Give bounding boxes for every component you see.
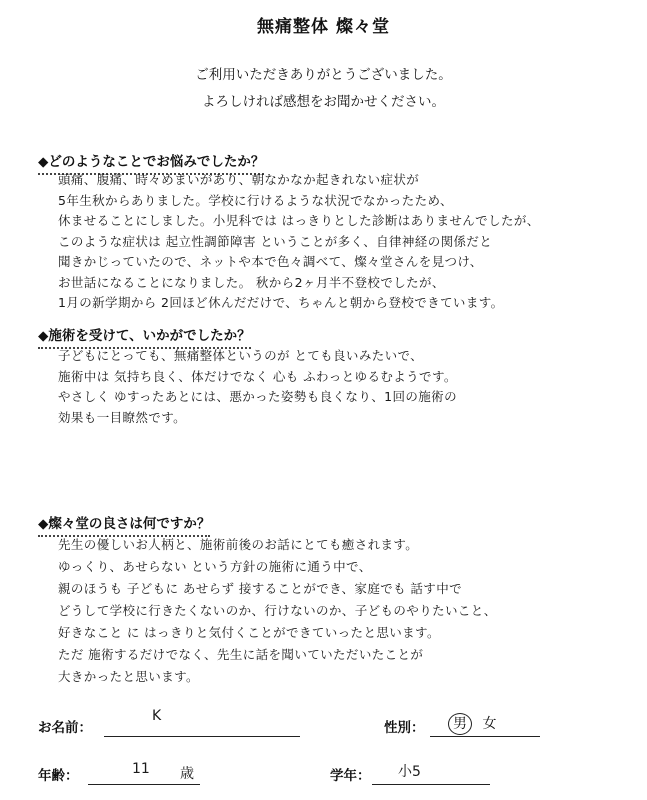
grade-label: 学年： xyxy=(330,768,371,784)
grade-underline xyxy=(372,784,490,785)
age-value: 11 xyxy=(132,761,150,777)
answer-line: どうして学校に行きたくないのか、行けないのか、子どものやりたいこと、 xyxy=(58,603,497,618)
answer-line: ただ 施術するだけでなく、先生に話を聞いていただいたことが xyxy=(58,647,424,662)
answer-line: 子どもにとっても、無痛整体というのが とても良いみたいで、 xyxy=(58,348,424,363)
name-value: K xyxy=(152,708,162,724)
answer-line: 先生の優しいお人柄と、施術前後のお話にとても癒されます。 xyxy=(58,537,419,552)
answer-line: 大きかったと思います。 xyxy=(58,669,199,684)
answer-line: 親のほうも 子どもに あせらず 接することができ、家庭でも 話す中で xyxy=(58,581,462,596)
name-label: お名前： xyxy=(38,720,92,736)
answer-line: やさしく ゆすったあとには、悪かった姿勢も良くなり、1回の施術の xyxy=(58,389,457,404)
answer-block-1 xyxy=(58,170,630,314)
intro-line-1: ご利用いただきありがとうございました。 xyxy=(195,67,452,83)
gender-male-circled: 男 xyxy=(448,713,472,735)
intro-line-2: よろしければ感想をお聞かせください。 xyxy=(202,94,445,110)
question-heading-2: ◆施術を受けて、いかがでしたか？ xyxy=(38,324,251,349)
question-heading-3: ◆燦々堂の良さは何ですか？ xyxy=(38,512,210,537)
answer-line: 施術中は 気持ち良く、体だけでなく 心も ふわっとゆるむようです。 xyxy=(58,368,457,384)
answer-block-2 xyxy=(58,346,630,428)
gender-female: 女 xyxy=(482,716,497,732)
gender-label: 性別： xyxy=(384,720,425,736)
gender-options xyxy=(448,713,496,735)
answer-line: 5年生秋からありました。学校に行けるような状況でなかったため、 xyxy=(58,192,453,208)
answer-line: 効果も一目瞭然です。 xyxy=(58,409,187,425)
age-unit: 歳 xyxy=(180,766,194,782)
gender-underline xyxy=(430,736,540,737)
age-underline xyxy=(88,784,200,785)
answer-line: このような症状は 起立性調節障害 ということが多く、自律神経の関係だと xyxy=(58,233,493,249)
answer-line: お世話になることになりました。 秋から2ヶ月半不登校でしたが、 xyxy=(58,274,445,290)
name-underline xyxy=(104,736,300,737)
answer-line: 好きなこと に はっきりと気付くことができていったと思います。 xyxy=(58,625,440,640)
age-label: 年齢： xyxy=(38,768,79,784)
answer-line: 頭痛、腹痛、時々めまいがあり、朝なかなか起きれない症状が xyxy=(58,172,420,187)
question-heading-1: ◆どのようなことでお悩みでしたか？ xyxy=(38,150,264,175)
answer-line: 1月の新学期から 2回ほど休んだだけで、ちゃんと朝から登校できています。 xyxy=(58,295,504,310)
answer-line: 聞きかじっていたので、ネットや本で色々調べて、燦々堂さんを見つけ、 xyxy=(58,254,483,269)
answer-line: ゆっくり、あせらない という方針の施術に通う中で、 xyxy=(58,559,372,574)
intro-text xyxy=(0,62,647,116)
answer-block-3 xyxy=(58,534,630,688)
grade-value: 小5 xyxy=(398,764,421,780)
answer-line: 休ませることにしました。小児科では はっきりとした診断はありませんでしたが、 xyxy=(58,213,540,228)
page-title: 無痛整体 燦々堂 xyxy=(257,17,390,37)
